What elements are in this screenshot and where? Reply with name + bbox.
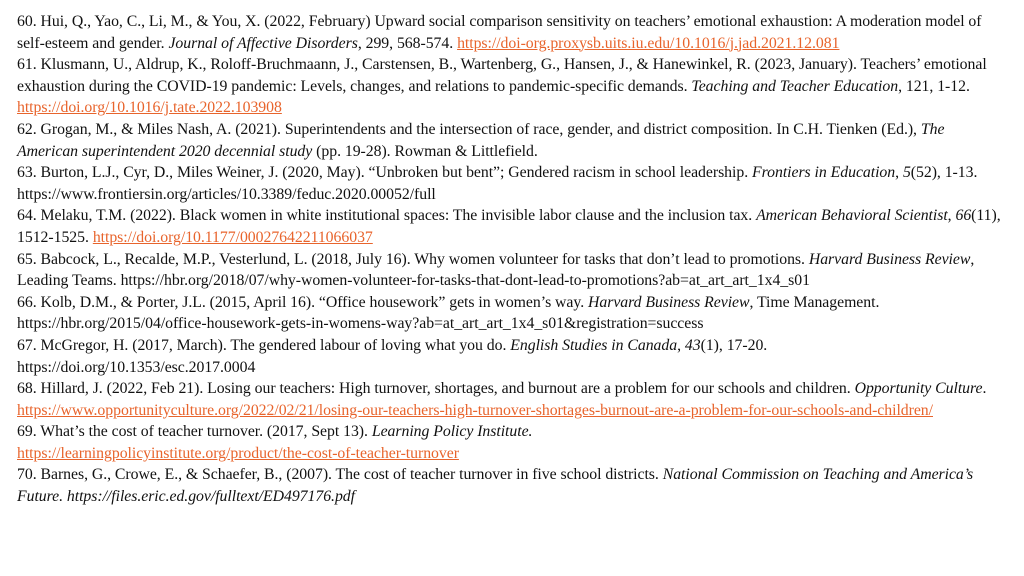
ref-text: Burton, L.J., Cyr, D., Miles Weiner, J. (2020, May). “Unbroken but bent”; Gendered racism in school leadership. — [40, 164, 749, 182]
ref-journal: Harvard Business Review — [588, 293, 750, 311]
ref-journal: Teaching and Teacher Education — [691, 77, 899, 95]
ref-number: 60. — [17, 13, 37, 30]
ref-number: 69. — [17, 423, 37, 441]
ref-separator: , — [677, 336, 682, 354]
ref-volume: 5 — [902, 164, 911, 182]
ref-link[interactable]: https://doi-org.proxysb.uits.iu.edu/10.1016/j.jad.2021.12.081 — [457, 34, 840, 52]
ref-source: Opportunity Culture — [854, 380, 983, 398]
ref-details: (11), 1512-1525. — [17, 207, 1001, 246]
reference-64 — [17, 205, 1009, 248]
ref-text: Melaku, T.M. (2022). Black women in white institutional spaces: The invisible labor clause and the inclusion tax. — [40, 207, 753, 225]
ref-details: (52), 1-13. https://www.frontiersin.org/articles/10.3389/feduc.2020.00052/full — [17, 164, 978, 203]
reference-70 — [17, 464, 1009, 507]
ref-number: 61. — [17, 56, 37, 74]
ref-link[interactable]: https://learningpolicyinstitute.org/product/the-cost-of-teacher-turnover — [17, 444, 459, 462]
ref-number: 66. — [17, 293, 37, 311]
ref-journal: American Behavioral Scientist — [756, 207, 948, 225]
ref-book-title: The American superintendent 2020 decennial study — [17, 120, 945, 160]
ref-number: 63. — [17, 164, 37, 182]
ref-link[interactable]: https://www.opportunityculture.org/2022/02/21/losing-our-teachers-high-turnover-shortages-burnout-are-a-problem-for-our-schools-and-children/ — [17, 401, 933, 419]
ref-source: National Commission on Teaching and America’s Future. https://files.eric.ed.gov/fulltext/ED497176.pdf — [17, 466, 974, 506]
ref-text: Hillard, J. (2022, Feb 21). Losing our teachers: High turnover, shortages, and burnout are a problem for our schools and children. — [40, 380, 851, 398]
ref-journal: Frontiers in Education — [752, 164, 896, 182]
reference-65 — [17, 249, 1009, 292]
ref-source: Learning Policy Institute. — [371, 423, 533, 441]
reference-list — [17, 11, 1009, 508]
reference-62 — [17, 119, 1009, 162]
ref-text: Grogan, M., & Miles Nash, A. (2021). Superintendents and the intersection of race, gender, and district composition. In C.H. Tienken (Ed.), — [40, 120, 917, 138]
reference-63 — [17, 162, 1009, 205]
ref-text: Babcock, L., Recalde, M.P., Vesterlund, L. (2018, July 16). Why women volunteer for tasks that don’t lead to promotions. — [40, 250, 805, 268]
ref-text: Klusmann, U., Aldrup, K., Roloff-Bruchmaann, J., Carstensen, B., Wartenberg, G., Hansen, J., & Hanewinkel, R. (2023, January). Teachers’ emotional exhaustion during the COVID-19 pandemic: Levels, changes, and relations to pandemic-specific demands. — [17, 56, 987, 95]
ref-text: Hui, Q., Yao, C., Li, M., & You, X. (2022, February) Upward social comparison sensitivity on teachers’ emotional exhaustion: A moderation model of self-esteem and gender. — [17, 13, 982, 52]
ref-details: (pp. 19-28). Rowman & Littlefield. — [316, 142, 538, 160]
ref-details: . — [982, 380, 987, 398]
ref-number: 64. — [17, 207, 37, 225]
ref-number: 70. — [17, 466, 37, 484]
ref-number: 67. — [17, 336, 37, 354]
ref-number: 68. — [17, 380, 37, 398]
ref-separator: , — [947, 207, 952, 225]
ref-volume: 66 — [955, 207, 972, 225]
ref-separator: , — [895, 164, 900, 182]
ref-number: 62. — [17, 120, 37, 138]
reference-67 — [17, 335, 1009, 378]
reference-68 — [17, 378, 1009, 421]
ref-journal: English Studies in Canada — [510, 336, 678, 354]
reference-69 — [17, 421, 1009, 464]
ref-details: (1), 17-20. https://doi.org/10.1353/esc.2017.0004 — [17, 336, 768, 376]
ref-text: What’s the cost of teacher turnover. (2017, Sept 13). — [40, 423, 368, 441]
ref-details: , Time Management. https://hbr.org/2015/04/office-housework-gets-in-womens-way?ab=at_art_art_1x4_s01&registration=success — [17, 293, 880, 333]
reference-60 — [17, 11, 1009, 54]
ref-details: , 121, 1-12. — [898, 77, 970, 95]
ref-text: Barnes, G., Crowe, E., & Schaefer, B., (2007). The cost of teacher turnover in five school districts. — [40, 466, 659, 484]
ref-text: McGregor, H. (2017, March). The gendered labour of loving what you do. — [40, 336, 507, 354]
reference-66 — [17, 292, 1009, 335]
reference-61 — [17, 54, 1009, 119]
ref-number: 65. — [17, 250, 37, 268]
ref-details: , Leading Teams. https://hbr.org/2018/07/why-women-volunteer-for-tasks-that-dont-lead-to-promotions?ab=at_art_art_1x4_s01 — [17, 250, 975, 290]
ref-journal: Harvard Business Review — [808, 250, 971, 268]
ref-details: , 299, 568-574. — [357, 34, 454, 52]
ref-link[interactable]: https://doi.org/10.1016/j.tate.2022.103908 — [17, 99, 282, 117]
ref-volume: 43 — [684, 336, 701, 354]
ref-journal: Journal of Affective Disorders — [168, 34, 358, 52]
ref-link[interactable]: https://doi.org/10.1177/00027642211066037 — [92, 228, 373, 246]
ref-text: Kolb, D.M., & Porter, J.L. (2015, April 16). “Office housework” gets in women’s way. — [40, 293, 585, 311]
